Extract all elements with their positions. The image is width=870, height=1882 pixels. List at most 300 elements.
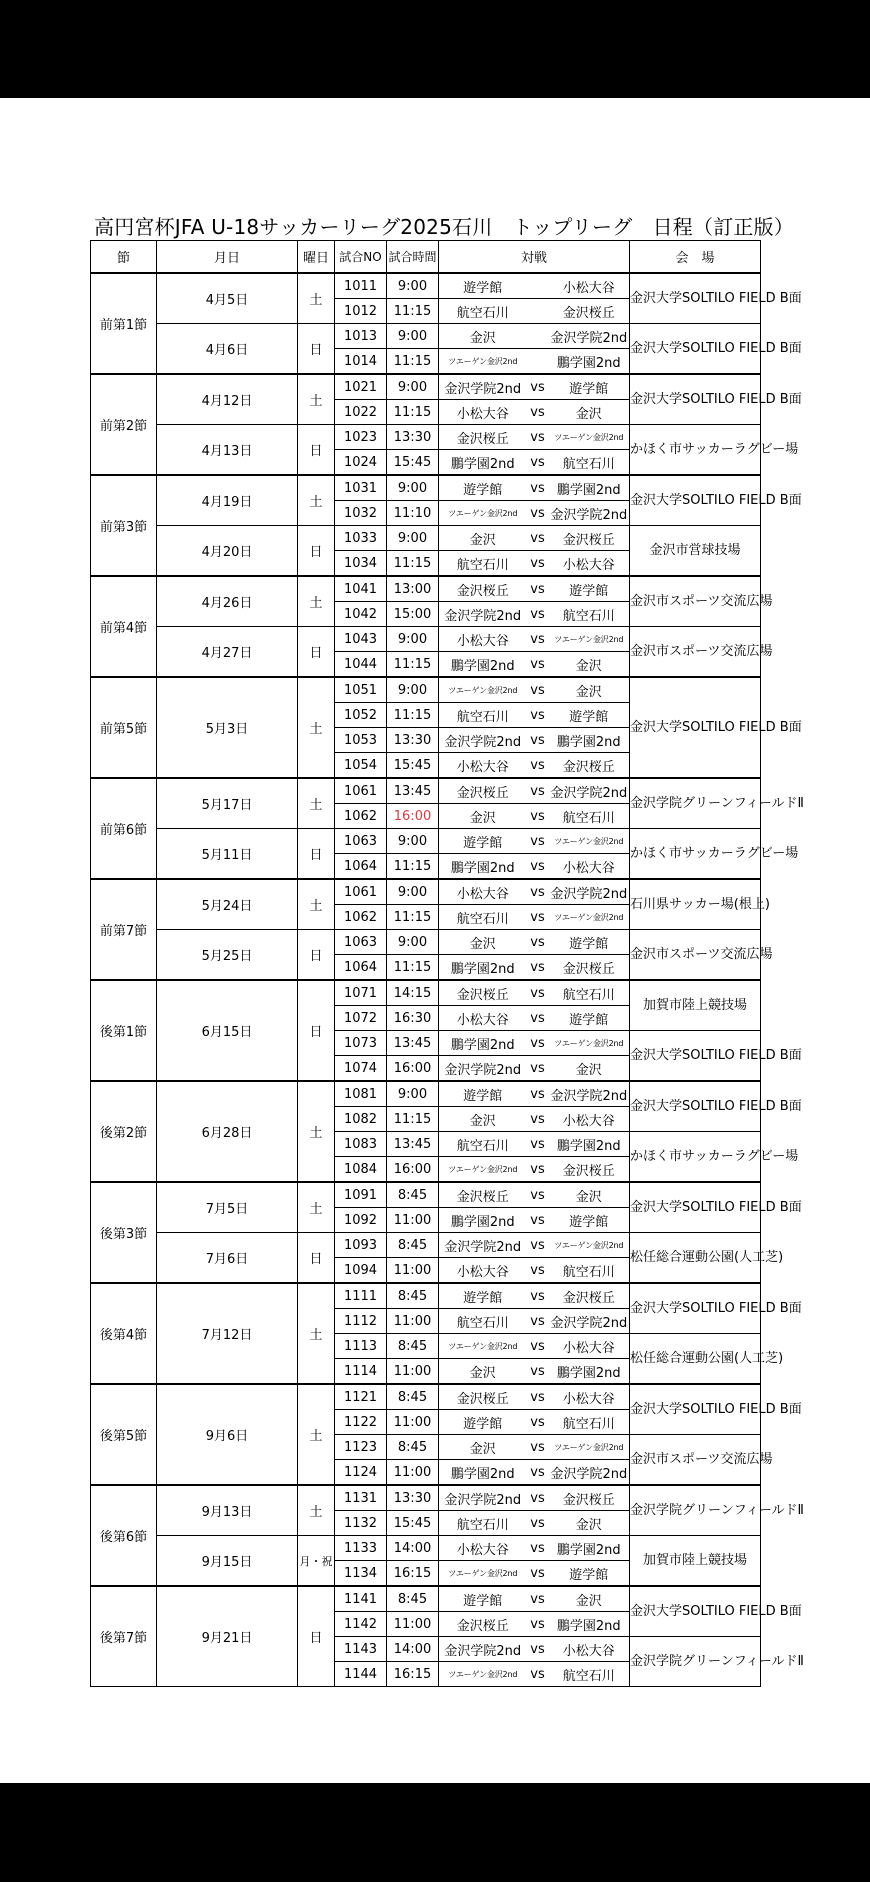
match-time-cell: 16:00 [387,1056,439,1082]
away-team-cell: 航空石川 [551,602,630,627]
away-team-cell: 遊学館 [551,576,630,602]
venue-cell: 金沢大学SOLTILO FIELD B面 [630,1384,761,1435]
venue-cell: 金沢大学SOLTILO FIELD B面 [630,1283,761,1334]
venue-cell: 金沢大学SOLTILO FIELD B面 [630,273,761,324]
vs-cell: vs [525,955,551,981]
match-no-cell: 1011 [335,273,387,299]
home-team-cell: 鵬学園2nd [439,1208,525,1233]
day-cell: 日 [298,425,335,476]
match-time-cell: 15:45 [387,753,439,779]
away-team-cell: 金沢 [551,677,630,703]
away-team-cell: 金沢学院2nd [551,1309,630,1334]
away-team-cell: 小松大谷 [551,1384,630,1410]
venue-cell: 金沢学院グリーンフィールドⅡ [630,1637,761,1687]
vs-cell: vs [525,1233,551,1258]
venue-cell: かほく市サッカーラグビー場 [630,425,761,476]
home-team-cell: 金沢学院2nd [439,1233,525,1258]
venue-cell: 金沢大学SOLTILO FIELD B面 [630,475,761,526]
match-no-cell: 1064 [335,854,387,880]
day-cell: 日 [298,526,335,577]
match-no-cell: 1072 [335,1006,387,1031]
away-team-cell: ツエーゲン金沢2nd [551,829,630,854]
home-team-cell: ツエーゲン金沢2nd [439,1157,525,1183]
date-cell: 7月12日 [157,1283,298,1384]
venue-cell: 金沢市スポーツ交流広場 [630,1435,761,1486]
match-no-cell: 1062 [335,804,387,829]
vs-cell: vs [525,1586,551,1612]
home-team-cell: 鵬学園2nd [439,652,525,678]
match-time-cell: 16:15 [387,1561,439,1587]
match-no-cell: 1082 [335,1107,387,1132]
away-team-cell: 航空石川 [551,980,630,1006]
vs-cell: vs [525,526,551,551]
away-team-cell: 遊学館 [551,374,630,400]
home-team-cell: 金沢 [439,526,525,551]
home-team-cell: 金沢学院2nd [439,374,525,400]
match-time-cell: 11:15 [387,349,439,375]
match-no-cell: 1043 [335,627,387,652]
vs-cell: vs [525,1612,551,1637]
section-cell: 前第1節 [91,273,157,374]
table-row [91,1536,761,1561]
date-cell: 4月26日 [157,576,298,627]
match-time-cell: 9:00 [387,374,439,400]
match-time-cell: 15:00 [387,602,439,627]
vs-cell: vs [525,1359,551,1385]
vs-cell: vs [525,1485,551,1511]
match-time-cell: 9:00 [387,526,439,551]
match-time-cell: 9:00 [387,475,439,501]
match-time-cell: 8:45 [387,1233,439,1258]
vs-cell [525,299,551,324]
match-no-cell: 1022 [335,400,387,425]
home-team-cell: 金沢学院2nd [439,1485,525,1511]
away-team-cell: 金沢桜丘 [551,753,630,779]
match-time-cell: 11:00 [387,1612,439,1637]
match-no-cell: 1091 [335,1182,387,1208]
match-no-cell: 1133 [335,1536,387,1561]
vs-cell: vs [525,627,551,652]
match-no-cell: 1023 [335,425,387,450]
home-team-cell: 小松大谷 [439,1258,525,1284]
vs-cell: vs [525,703,551,728]
date-cell: 7月6日 [157,1233,298,1284]
match-time-cell: 8:45 [387,1586,439,1612]
day-cell: 日 [298,324,335,375]
away-team-cell: 小松大谷 [551,273,630,299]
vs-cell: vs [525,501,551,526]
date-cell: 4月12日 [157,374,298,425]
away-team-cell: 鵬学園2nd [551,1536,630,1561]
day-cell: 日 [298,829,335,880]
day-cell: 土 [298,576,335,627]
table-row [91,1081,761,1107]
home-team-cell: 金沢桜丘 [439,425,525,450]
venue-cell: 金沢市営球技場 [630,526,761,577]
venue-cell: かほく市サッカーラグビー場 [630,1132,761,1183]
away-team-cell: 金沢桜丘 [551,1283,630,1309]
vs-cell: vs [525,1334,551,1359]
match-no-cell: 1071 [335,980,387,1006]
match-time-cell: 11:00 [387,1258,439,1284]
home-team-cell: 金沢 [439,1359,525,1385]
home-team-cell: 金沢 [439,1435,525,1460]
away-team-cell: ツエーゲン金沢2nd [551,905,630,930]
away-team-cell: 航空石川 [551,1410,630,1435]
vs-cell: vs [525,1536,551,1561]
day-cell: 土 [298,778,335,829]
home-team-cell: 遊学館 [439,1410,525,1435]
away-team-cell: 小松大谷 [551,854,630,880]
match-time-cell: 16:00 [387,804,439,829]
home-team-cell: 金沢学院2nd [439,728,525,753]
match-no-cell: 1052 [335,703,387,728]
top-black-bar [0,0,870,98]
section-cell: 前第3節 [91,475,157,576]
match-no-cell: 1083 [335,1132,387,1157]
match-time-cell: 11:15 [387,299,439,324]
match-no-cell: 1051 [335,677,387,703]
match-no-cell: 1034 [335,551,387,577]
away-team-cell: 小松大谷 [551,1334,630,1359]
table-row [91,374,761,400]
date-cell: 9月6日 [157,1384,298,1485]
table-row [91,778,761,804]
table-row [91,879,761,905]
table-row [91,677,761,703]
bottom-black-bar [0,1783,870,1882]
match-time-cell: 13:45 [387,1132,439,1157]
home-team-cell: 金沢学院2nd [439,602,525,627]
match-time-cell: 11:00 [387,1460,439,1486]
header-section: 節 [91,241,157,274]
match-time-cell: 16:15 [387,1662,439,1687]
section-cell: 後第3節 [91,1182,157,1283]
header-time: 試合時間 [387,241,439,274]
match-time-cell: 14:00 [387,1637,439,1662]
match-time-cell: 11:15 [387,400,439,425]
day-cell: 日 [298,627,335,678]
home-team-cell: 航空石川 [439,1309,525,1334]
home-team-cell: 遊学館 [439,829,525,854]
day-cell: 土 [298,475,335,526]
away-team-cell: 金沢学院2nd [551,879,630,905]
venue-cell: 金沢大学SOLTILO FIELD B面 [630,1081,761,1132]
match-time-cell: 11:15 [387,652,439,678]
vs-cell: vs [525,374,551,400]
home-team-cell: 遊学館 [439,273,525,299]
home-team-cell: ツエーゲン金沢2nd [439,501,525,526]
venue-cell: 金沢大学SOLTILO FIELD B面 [630,324,761,375]
day-cell: 土 [298,879,335,930]
table-row [91,829,761,854]
match-no-cell: 1061 [335,879,387,905]
match-no-cell: 1143 [335,1637,387,1662]
home-team-cell: 遊学館 [439,1283,525,1309]
section-cell: 前第2節 [91,374,157,475]
match-time-cell: 16:00 [387,1157,439,1183]
home-team-cell: 航空石川 [439,905,525,930]
venue-cell: 金沢大学SOLTILO FIELD B面 [630,677,761,778]
match-time-cell: 13:45 [387,778,439,804]
home-team-cell: 金沢 [439,1107,525,1132]
match-no-cell: 1053 [335,728,387,753]
vs-cell: vs [525,1258,551,1284]
match-no-cell: 1032 [335,501,387,526]
away-team-cell: 鵬学園2nd [551,1132,630,1157]
header-day: 曜日 [298,241,335,274]
away-team-cell: ツエーゲン金沢2nd [551,627,630,652]
vs-cell [525,349,551,375]
match-no-cell: 1134 [335,1561,387,1587]
home-team-cell: 小松大谷 [439,879,525,905]
match-no-cell: 1084 [335,1157,387,1183]
match-no-cell: 1112 [335,1309,387,1334]
away-team-cell: ツエーゲン金沢2nd [551,1031,630,1056]
venue-cell: 金沢市スポーツ交流広場 [630,627,761,678]
home-team-cell: ツエーゲン金沢2nd [439,349,525,375]
match-no-cell: 1121 [335,1384,387,1410]
match-time-cell: 8:45 [387,1334,439,1359]
match-no-cell: 1061 [335,778,387,804]
match-time-cell: 8:45 [387,1435,439,1460]
vs-cell: vs [525,425,551,450]
date-cell: 5月25日 [157,930,298,981]
match-no-cell: 1073 [335,1031,387,1056]
match-no-cell: 1074 [335,1056,387,1082]
section-cell: 後第2節 [91,1081,157,1182]
venue-cell: 金沢市スポーツ交流広場 [630,576,761,627]
vs-cell: vs [525,1384,551,1410]
match-time-cell: 11:15 [387,1107,439,1132]
away-team-cell: 小松大谷 [551,551,630,577]
away-team-cell: 金沢 [551,1586,630,1612]
match-no-cell: 1042 [335,602,387,627]
home-team-cell: 金沢桜丘 [439,1384,525,1410]
away-team-cell: 金沢桜丘 [551,1485,630,1511]
match-no-cell: 1092 [335,1208,387,1233]
vs-cell: vs [525,1637,551,1662]
home-team-cell: 金沢学院2nd [439,1637,525,1662]
date-cell: 5月17日 [157,778,298,829]
date-cell: 6月28日 [157,1081,298,1182]
match-no-cell: 1062 [335,905,387,930]
header-match-no: 試合NO [335,241,387,274]
match-no-cell: 1014 [335,349,387,375]
match-no-cell: 1044 [335,652,387,678]
home-team-cell: 小松大谷 [439,753,525,779]
venue-cell: 金沢大学SOLTILO FIELD B面 [630,374,761,425]
vs-cell: vs [525,551,551,577]
home-team-cell: 遊学館 [439,1586,525,1612]
date-cell: 4月27日 [157,627,298,678]
vs-cell: vs [525,1182,551,1208]
away-team-cell: 鵬学園2nd [551,728,630,753]
day-cell: 土 [298,1081,335,1182]
away-team-cell: 航空石川 [551,1662,630,1687]
day-cell: 土 [298,1485,335,1536]
table-row [91,1233,761,1258]
away-team-cell: 遊学館 [551,1208,630,1233]
table-row [91,627,761,652]
match-time-cell: 9:00 [387,627,439,652]
home-team-cell: 遊学館 [439,475,525,501]
match-time-cell: 11:15 [387,551,439,577]
away-team-cell: 航空石川 [551,1258,630,1284]
away-team-cell: 小松大谷 [551,1637,630,1662]
table-row [91,1283,761,1309]
table-row [91,324,761,349]
home-team-cell: 小松大谷 [439,400,525,425]
table-row [91,1586,761,1612]
vs-cell: vs [525,1132,551,1157]
away-team-cell: 金沢桜丘 [551,526,630,551]
vs-cell: vs [525,400,551,425]
table-row [91,475,761,501]
away-team-cell: ツエーゲン金沢2nd [551,1435,630,1460]
match-no-cell: 1123 [335,1435,387,1460]
table-row [91,1384,761,1410]
home-team-cell: 小松大谷 [439,627,525,652]
header-venue: 会 場 [630,241,761,274]
match-time-cell: 14:15 [387,980,439,1006]
home-team-cell: 小松大谷 [439,1536,525,1561]
vs-cell: vs [525,576,551,602]
match-no-cell: 1064 [335,955,387,981]
match-time-cell: 11:10 [387,501,439,526]
home-team-cell: 金沢 [439,804,525,829]
away-team-cell: ツエーゲン金沢2nd [551,1233,630,1258]
table-row [91,930,761,955]
away-team-cell: ツエーゲン金沢2nd [551,425,630,450]
match-no-cell: 1054 [335,753,387,779]
vs-cell: vs [525,905,551,930]
date-cell: 4月20日 [157,526,298,577]
vs-cell: vs [525,879,551,905]
match-time-cell: 8:45 [387,1384,439,1410]
match-no-cell: 1141 [335,1586,387,1612]
home-team-cell: 金沢 [439,930,525,955]
home-team-cell: 金沢桜丘 [439,576,525,602]
date-cell: 4月5日 [157,273,298,324]
vs-cell: vs [525,1410,551,1435]
venue-cell: 石川県サッカー場(根上) [630,879,761,930]
match-time-cell: 9:00 [387,879,439,905]
section-cell: 前第7節 [91,879,157,980]
table-row [91,980,761,1006]
vs-cell [525,273,551,299]
home-team-cell: ツエーゲン金沢2nd [439,677,525,703]
match-no-cell: 1114 [335,1359,387,1385]
section-cell: 後第5節 [91,1384,157,1485]
home-team-cell: 鵬学園2nd [439,1031,525,1056]
vs-cell: vs [525,829,551,854]
match-time-cell: 9:00 [387,1081,439,1107]
match-time-cell: 15:45 [387,450,439,476]
away-team-cell: 金沢学院2nd [551,1460,630,1486]
day-cell: 土 [298,374,335,425]
home-team-cell: 金沢桜丘 [439,980,525,1006]
vs-cell: vs [525,1056,551,1082]
date-cell: 5月24日 [157,879,298,930]
match-no-cell: 1132 [335,1511,387,1536]
home-team-cell: ツエーゲン金沢2nd [439,1662,525,1687]
vs-cell: vs [525,1511,551,1536]
match-no-cell: 1111 [335,1283,387,1309]
home-team-cell: 航空石川 [439,1132,525,1157]
day-cell: 日 [298,1233,335,1284]
vs-cell: vs [525,602,551,627]
section-cell: 前第6節 [91,778,157,879]
match-no-cell: 1124 [335,1460,387,1486]
away-team-cell: 鵬学園2nd [551,475,630,501]
away-team-cell: 金沢 [551,1056,630,1082]
home-team-cell: 金沢桜丘 [439,1182,525,1208]
home-team-cell: 金沢桜丘 [439,778,525,804]
venue-cell: 加賀市陸上競技場 [630,980,761,1031]
day-cell: 土 [298,1384,335,1485]
schedule-table [90,240,804,1687]
home-team-cell: 鵬学園2nd [439,955,525,981]
date-cell: 4月19日 [157,475,298,526]
match-time-cell: 11:00 [387,1208,439,1233]
vs-cell: vs [525,1157,551,1183]
home-team-cell: ツエーゲン金沢2nd [439,1334,525,1359]
away-team-cell: 金沢 [551,652,630,678]
table-header-row [91,241,761,274]
venue-cell: 松任総合運動公園(人工芝) [630,1334,761,1385]
match-time-cell: 13:30 [387,728,439,753]
home-team-cell: 金沢学院2nd [439,1056,525,1082]
home-team-cell: 遊学館 [439,1081,525,1107]
date-cell: 9月15日 [157,1536,298,1587]
match-time-cell: 9:00 [387,324,439,349]
table-row [91,425,761,450]
home-team-cell: 航空石川 [439,1511,525,1536]
vs-cell: vs [525,1107,551,1132]
date-cell: 9月13日 [157,1485,298,1536]
match-time-cell: 13:45 [387,1031,439,1056]
away-team-cell: 金沢 [551,1511,630,1536]
schedule-body [91,273,804,1687]
day-cell: 日 [298,930,335,981]
match-time-cell: 13:00 [387,576,439,602]
match-time-cell: 8:45 [387,1283,439,1309]
table-row [91,1182,761,1208]
away-team-cell: 鵬学園2nd [551,1359,630,1385]
match-time-cell: 11:15 [387,905,439,930]
away-team-cell: 鵬学園2nd [551,349,630,375]
section-cell: 前第5節 [91,677,157,778]
away-team-cell: 金沢学院2nd [551,778,630,804]
match-time-cell: 13:30 [387,1485,439,1511]
venue-cell: 金沢学院グリーンフィールドⅡ [630,1485,761,1536]
match-no-cell: 1063 [335,930,387,955]
away-team-cell: 航空石川 [551,450,630,476]
match-time-cell: 13:30 [387,425,439,450]
match-no-cell: 1012 [335,299,387,324]
day-cell: 土 [298,1182,335,1233]
date-cell: 6月15日 [157,980,298,1081]
section-cell: 後第7節 [91,1586,157,1687]
date-cell: 5月11日 [157,829,298,880]
match-time-cell: 11:00 [387,1309,439,1334]
match-no-cell: 1013 [335,324,387,349]
vs-cell: vs [525,778,551,804]
venue-cell: 金沢市スポーツ交流広場 [630,930,761,981]
match-time-cell: 11:00 [387,1410,439,1435]
section-cell: 前第4節 [91,576,157,677]
